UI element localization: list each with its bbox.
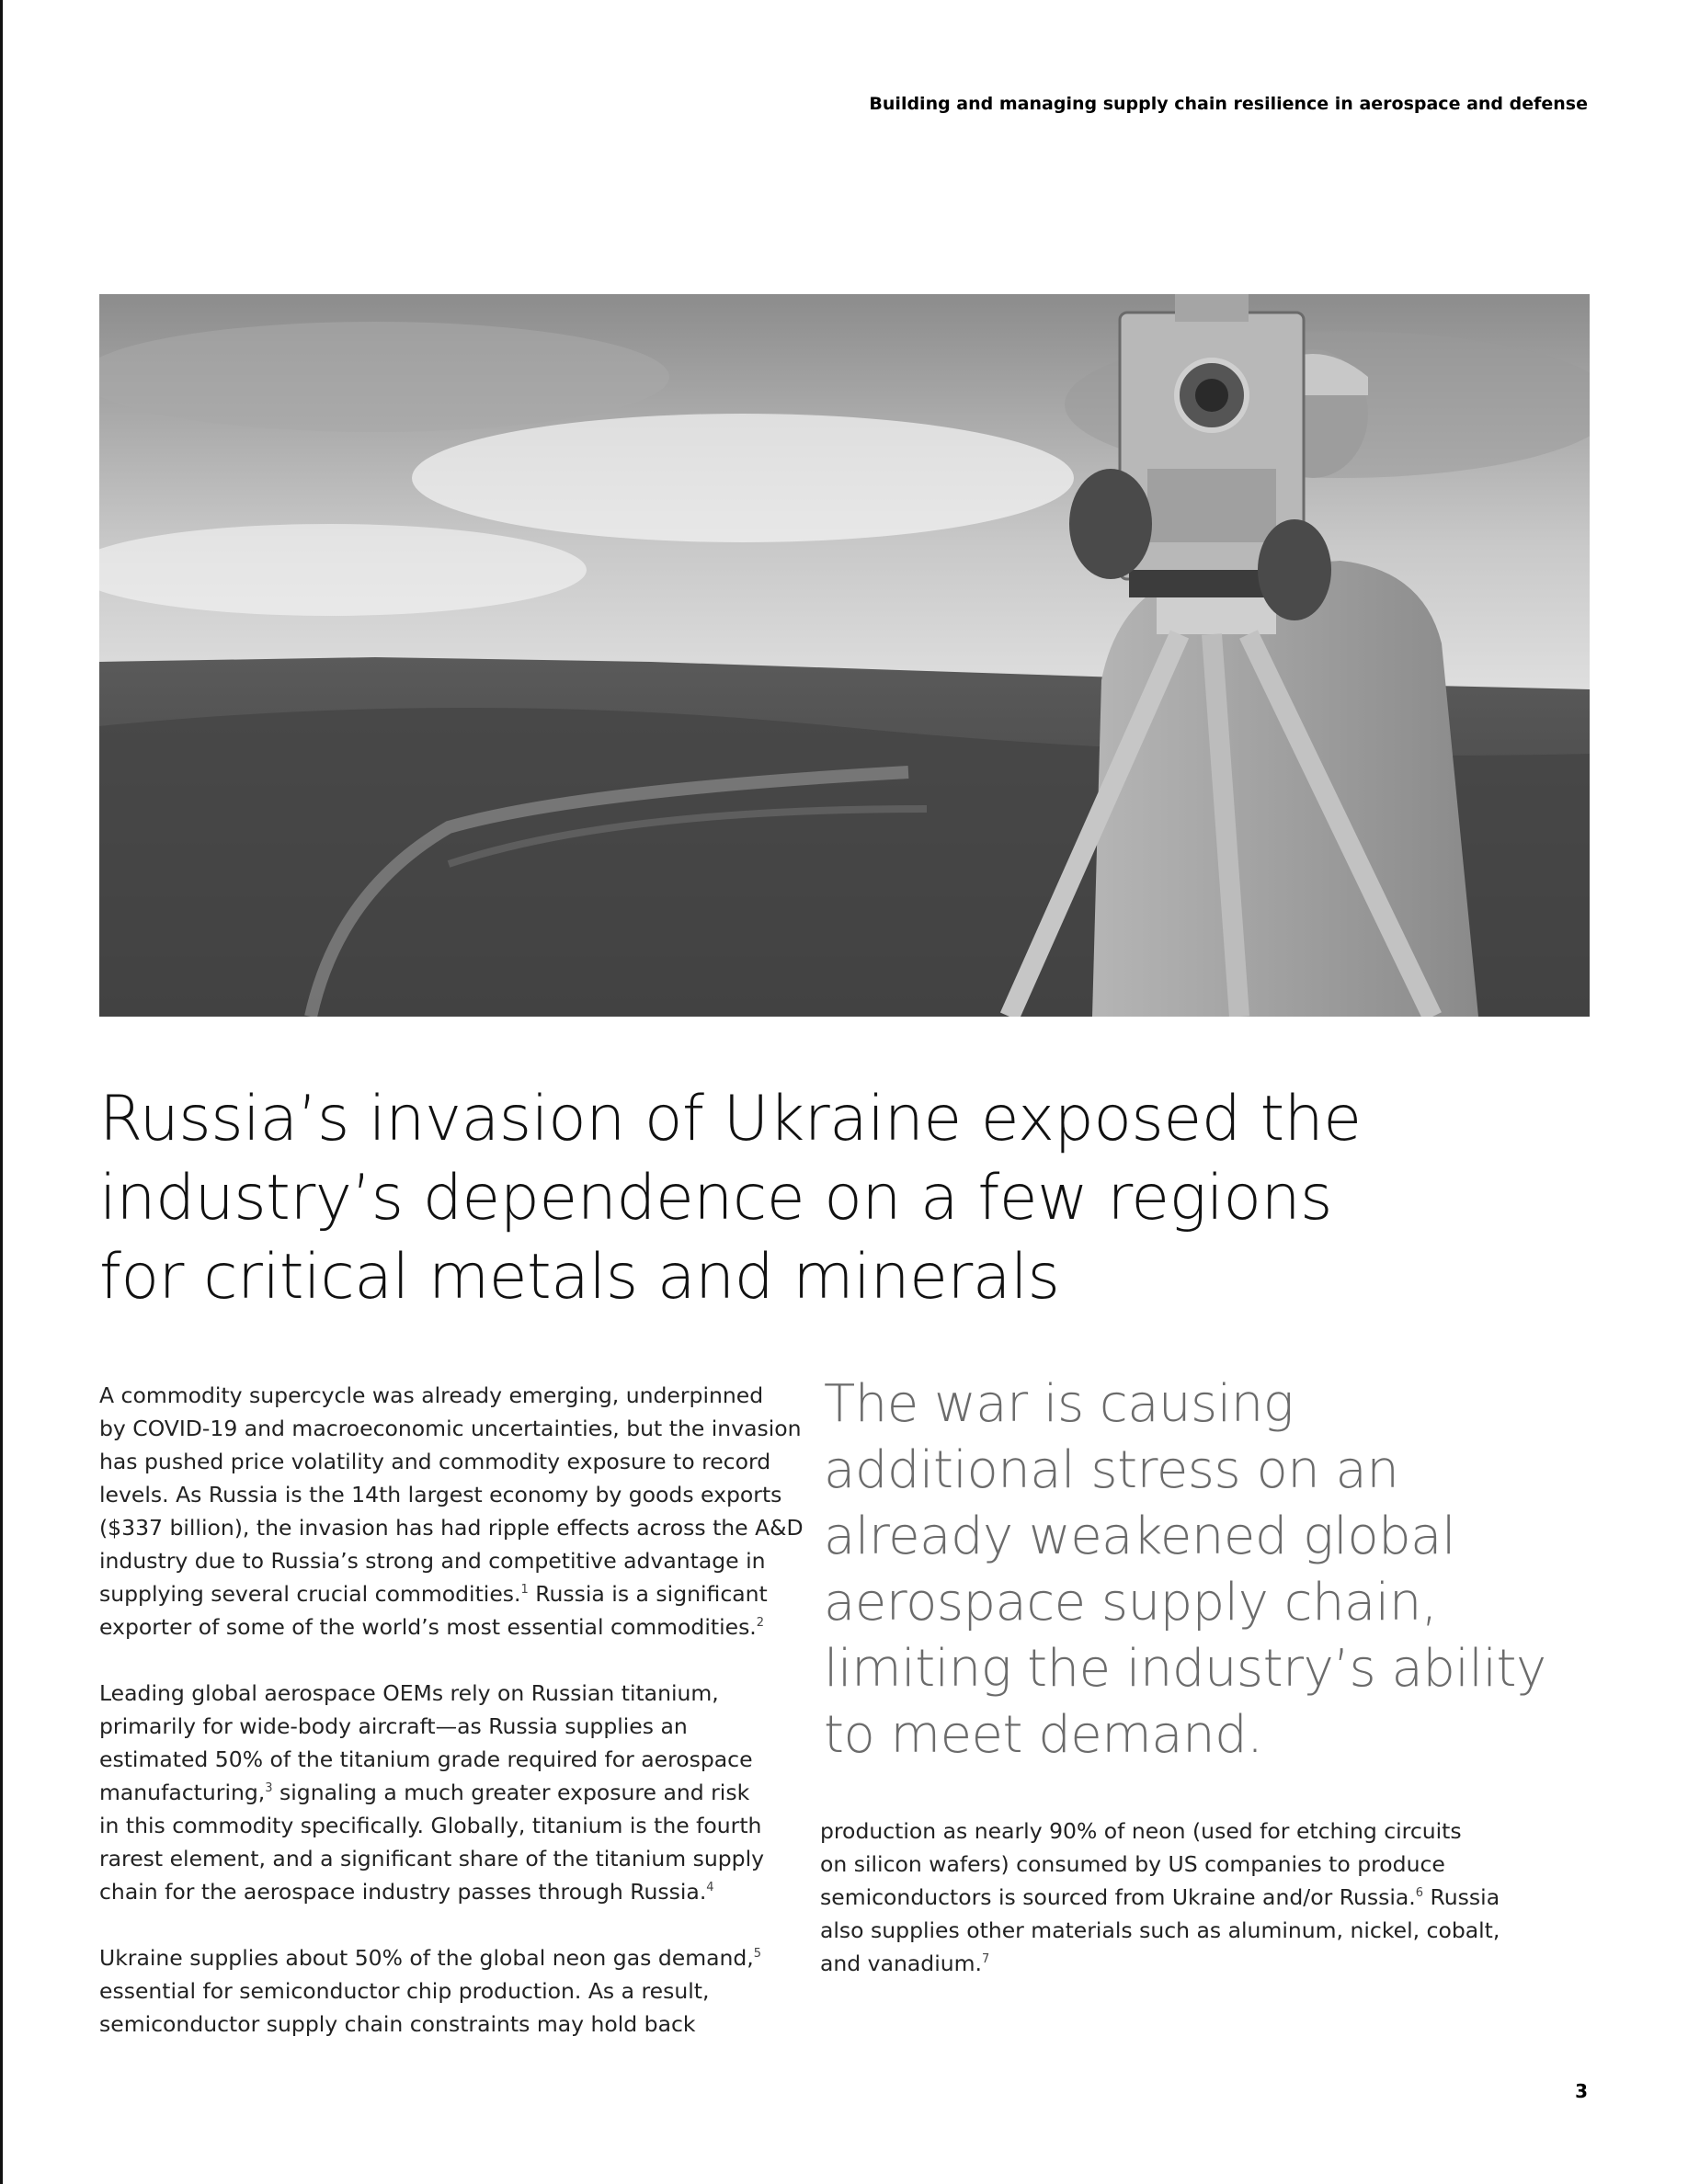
- text-line: primarily for wide-body aircraft—as Russia supplies an: [99, 1713, 688, 1739]
- pull-quote-line: aerospace supply chain,: [824, 1573, 1438, 1632]
- headline: [99, 1080, 1362, 1317]
- headline-line: Russia’s invasion of Ukraine exposed the: [99, 1083, 1362, 1155]
- headline-line: for critical metals and minerals: [99, 1241, 1060, 1314]
- text-segment: Russia: [1423, 1884, 1500, 1910]
- body-column-left: [99, 1379, 804, 2074]
- text-line: ($337 billion), the invasion has had ripple effects across the A&D: [99, 1515, 804, 1541]
- page-edge-rule: [0, 0, 3, 2184]
- text-line: in this commodity specifically. Globally, titanium is the fourth: [99, 1813, 762, 1838]
- pull-quote-line: already weakened global: [824, 1507, 1456, 1566]
- surveyor-photo-icon: [99, 294, 1590, 1017]
- paragraph-semiconductor: [820, 1814, 1519, 1980]
- text-segment: signaling a much greater exposure and risk: [272, 1780, 750, 1805]
- paragraph-neon: [99, 1941, 798, 2041]
- text-line: production as nearly 90% of neon (used for etching circuits: [820, 1818, 1462, 1844]
- text-segment: manufacturing,: [99, 1780, 266, 1805]
- pull-quote: [824, 1371, 1546, 1769]
- text-segment: and vanadium.: [820, 1951, 982, 1976]
- text-line: semiconductor supply chain constraints may hold back: [99, 2011, 696, 2037]
- text-line: estimated 50% of the titanium grade required for aerospace: [99, 1746, 753, 1772]
- footnote-ref-1[interactable]: 1: [520, 1583, 529, 1598]
- pull-quote-line: limiting the industry’s ability: [824, 1639, 1546, 1699]
- pull-quote-line: additional stress on an: [824, 1440, 1399, 1500]
- footnote-ref-6[interactable]: 6: [1415, 1886, 1424, 1901]
- footnote-ref-3[interactable]: 3: [265, 1781, 273, 1796]
- footnote-ref-4[interactable]: 4: [706, 1881, 714, 1895]
- text-segment: Russia is a significant: [528, 1581, 768, 1607]
- text-line: has pushed price volatility and commodity exposure to record: [99, 1449, 771, 1474]
- pull-quote-line: The war is causing: [824, 1374, 1294, 1434]
- text-line: by COVID-19 and macroeconomic uncertainties, but the invasion: [99, 1416, 802, 1441]
- text-line: rarest element, and a significant share of the titanium supply: [99, 1846, 765, 1871]
- text-line: [820, 1947, 1519, 1980]
- text-line: on silicon wafers) consumed by US companies to produce: [820, 1851, 1445, 1877]
- headline-line: industry’s dependence on a few regions: [99, 1162, 1332, 1234]
- text-line: industry due to Russia’s strong and competitive advantage in: [99, 1548, 766, 1574]
- body-column-right: [820, 1814, 1519, 1980]
- pull-quote-line: to meet demand.: [824, 1705, 1263, 1765]
- text-line: Leading global aerospace OEMs rely on Russian titanium,: [99, 1680, 719, 1706]
- text-line: [99, 1941, 798, 1974]
- paragraph-titanium: [99, 1677, 798, 1908]
- text-line: essential for semiconductor chip production. As a result,: [99, 1978, 710, 2004]
- text-line: [99, 1610, 798, 1644]
- footnote-ref-5[interactable]: 5: [753, 1947, 762, 1962]
- text-line: [820, 1881, 1519, 1914]
- footnote-ref-2[interactable]: 2: [756, 1616, 765, 1631]
- text-line: [99, 1577, 798, 1610]
- text-segment: supplying several crucial commodities.: [99, 1581, 521, 1607]
- paragraph-supercycle: [99, 1379, 804, 1644]
- text-line: [99, 1776, 798, 1809]
- text-segment: Ukraine supplies about 50% of the global neon gas demand,: [99, 1945, 754, 1971]
- page-number: 3: [1575, 2080, 1588, 2102]
- text-segment: semiconductors is sourced from Ukraine and/or Russia.: [820, 1884, 1416, 1910]
- text-line: A commodity supercycle was already emerging, underpinned: [99, 1382, 764, 1408]
- running-header: Building and managing supply chain resilience in aerospace and defense: [869, 94, 1588, 114]
- text-line: also supplies other materials such as aluminum, nickel, cobalt,: [820, 1917, 1500, 1943]
- text-line: [99, 1875, 798, 1908]
- text-line: levels. As Russia is the 14th largest economy by goods exports: [99, 1482, 782, 1507]
- hero-image: [99, 294, 1590, 1017]
- text-segment: chain for the aerospace industry passes through Russia.: [99, 1879, 707, 1905]
- text-segment: exporter of some of the world’s most essential commodities.: [99, 1614, 757, 1640]
- footnote-ref-7[interactable]: 7: [982, 1952, 990, 1967]
